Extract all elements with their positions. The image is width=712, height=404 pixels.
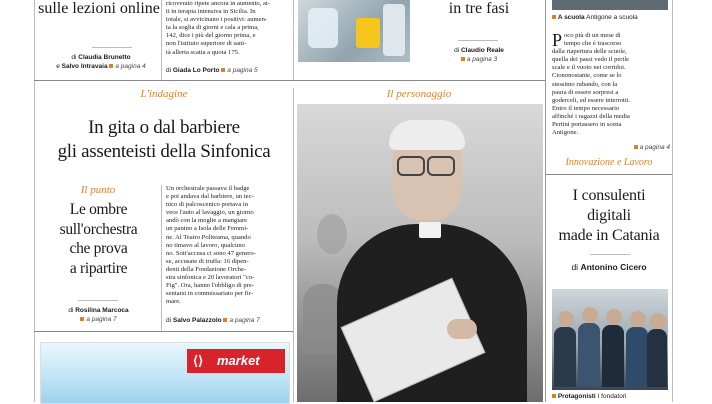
ad-brand-badge — [187, 349, 285, 373]
section-rule — [34, 80, 545, 81]
section-rule — [546, 174, 672, 175]
column-rule — [293, 0, 294, 80]
byline-rule — [78, 300, 118, 301]
byline-punto: di Rosilina Marcoca a pagina 7 — [38, 306, 159, 324]
byline-covid: di Giada Lo Porto a pagina 5 — [166, 67, 258, 74]
page-ref[interactable]: a pagina 3 — [414, 55, 544, 64]
byline-tre-fasi: di Claudio Reale a pagina 3 — [414, 46, 544, 64]
headline-tre-fasi[interactable]: in tre fasi — [448, 0, 510, 17]
byline-rule — [92, 47, 132, 48]
headline-consulenti[interactable]: I consulenti digitali made in Catania — [558, 187, 660, 244]
photo-vaccine-lab — [298, 0, 410, 62]
page-ref[interactable]: a pagina 7 — [223, 317, 259, 324]
column-rule — [161, 0, 162, 80]
article-antigone: P oco più di un mese di tempo che è trascorso dalla riapertura delle scuole, quella dei passi vedo il perile scale e il vuoto nei corridoi. Ciononostante, come se lo stessimo rubando, con la paura di essere sorpresi a goderceli, ed essere interrotti. Entro il tempo necessario affinché i ragazzi della media Pertini portassero in scena Antigone. — [552, 30, 631, 137]
kicker-punto: Il punto — [80, 184, 116, 196]
page-edge-right — [672, 0, 673, 402]
photo-consulenti-team — [552, 289, 668, 390]
article-body-sinfonica: Un orchestrale passava il badge e poi andava dal barbiere, un tec- nico di palcoscenico portava in vece l'auto al lavaggio, un giorno andò con la moglie a mangiare un panino a Isola delle Femmi- ne. Al Teatro Politeama, quando no timavo al lavoro, qualcuno no. Sott'accusa ci sono 47 genero- se, accusate di truffa: 16 dipen- denti della Fondazione Orche- stra sinfonica e 20 lavoratori "co- Fig". Ora, hanno l'obbligo di pre- sentarsi in commissariato per fir- mare. — [166, 185, 256, 306]
photo-antigone — [552, 0, 668, 10]
byline-block: di Claudia Brunetto e Salvo Intravaia a pagina 4 — [56, 54, 146, 70]
byline-rule — [590, 254, 630, 255]
photo-priest-portrait — [297, 104, 543, 402]
ad-brand-name: market — [217, 353, 260, 368]
byline-sinfonica: di Salvo Palazzolo a pagina 7 — [166, 317, 260, 324]
headline-sinfonica[interactable]: In gita o dal barbiere gli assenteisti della Sinfonica — [57, 117, 271, 162]
column-rule — [161, 185, 162, 331]
headline-lezioni[interactable]: sulle lezioni online — [38, 0, 160, 17]
carrefour-logo-icon: ⟨⟩ — [193, 353, 204, 368]
caption-consulenti: Protagonisti I fondatori — [552, 392, 670, 401]
byline-innovazione: di Antonino Cicero — [571, 262, 647, 272]
column-rule — [293, 88, 294, 402]
page-edge-left — [34, 0, 35, 402]
article-body-covid: ricoverato ripete ancora in aumento, at- ti in terapia intensiva in Sicilia. In totale, si avvicinano i positivi: aumen- ta la soglia di giorni e cala a prima, 142, dice i più del giorno prima, e non l'istituto superiore di sani- tà allerta scatta a quota 175. — [166, 0, 270, 56]
dropcap: P — [552, 30, 563, 50]
page-ref[interactable]: a pagina 5 — [221, 67, 257, 74]
byline-rule — [458, 40, 498, 41]
page-ref[interactable]: a pagina 4 — [109, 63, 145, 70]
page-ref[interactable]: a pagina 7 — [38, 315, 159, 324]
headline-ombre[interactable]: Le ombre sull'orchestra che prova a ripartire — [59, 201, 138, 277]
section-rule — [34, 331, 293, 332]
column-rule — [545, 0, 546, 402]
caption-antigone: A scuola Antigone a scuola — [552, 13, 670, 22]
kicker-personaggio: Il personaggio — [386, 88, 452, 100]
kicker-innovazione: Innovazione e Lavoro — [565, 157, 653, 168]
kicker-indagine: L'indagine — [140, 88, 188, 100]
ad-market-banner[interactable] — [40, 342, 290, 404]
page-ref[interactable]: a pagina 4 — [612, 144, 670, 151]
